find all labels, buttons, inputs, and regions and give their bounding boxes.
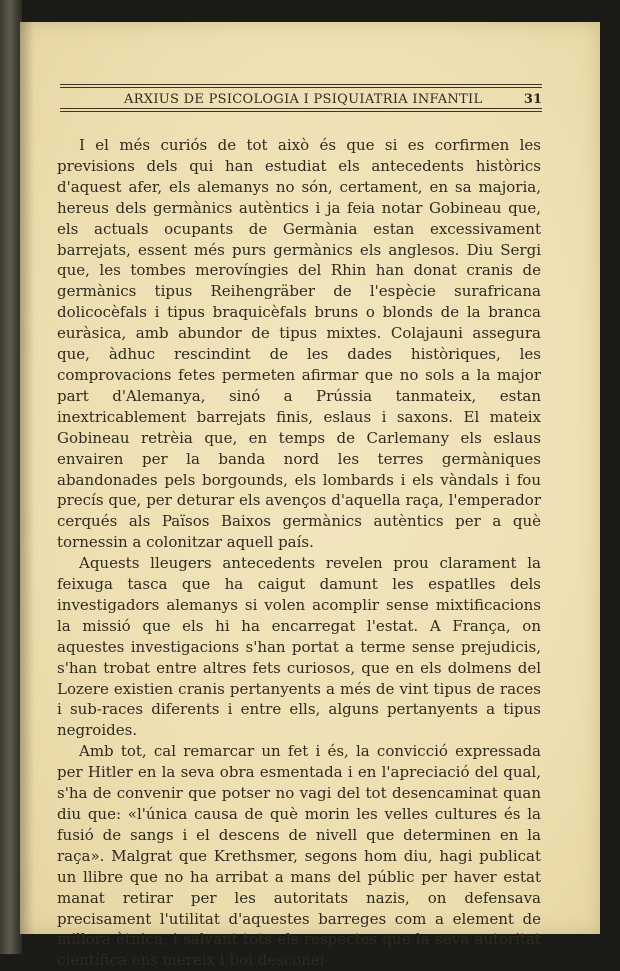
- body-text: [57, 135, 541, 971]
- paragraph-1: I el més curiós de tot això és que si es corfirmen les previsions dels qui han estudiat els antecedents històrics d'aquest afer, els alemanys no són, certament, en sa majoria, hereus dels germànics autèntics i ja feia notar Gobineau que, els actuals ocupants de Germània estan excessivament barrejats, essent més purs germànics els anglesos. Diu Sergi que, les tombes merovíngies del Rhin han donat cranis de germànics tipus Reihengräber de l'espècie surafricana dolicocèfals i tipus braquicèfals bruns o blonds de la branca euràsica, amb abundor de tipus mixtes. Colajauni assegura que, àdhuc rescindint de les dades històriques, les comprovacions fetes permeten afirmar que no sols a la major part d'Alemanya, sinó a Prússia tanmateix, estan inextricablement barrejats finis, eslaus i saxons. El mateix Gobineau retrèia que, en temps de Carlemany els eslaus envairen per la banda nord les terres germàniques abandonades pels borgounds, els lombards i els vàndals i fou precís que, per deturar els avenços d'aquella raça, l'emperador cerqués als Països Baixos germànics autèntics per a què tornessin a colonitzar aquell país.: [57, 136, 541, 552]
- running-header: [60, 84, 542, 130]
- header-rule-top-inner: [60, 87, 542, 88]
- page-gutter-shadow: [20, 22, 34, 934]
- header-rule-bottom-inner: [60, 108, 542, 109]
- paragraph-3: Amb tot, cal remarcar un fet i és, la convicció expressada per Hitler en la seva obra esmentada i en l'apreciació del qual, s'ha de convenir que potser no vagi del tot desencaminat quan diu que: «l'única causa de què morin les velles cultures és la fusió de sangs i el descens de nivell que determinen en la raça». Malgrat que Krethsmer, segons hom diu, hagi publicat un llibre que no ha arribat a mans del públic per haver estat manat retirar per les autoritats nazis, on defensava precisament l'utilitat d'aquestes barreges com a element de millora ètnica, i salvant tots els respectes que la seva autoritat científica ens mereix i boi desconei-: [57, 742, 541, 970]
- paragraph-2: Aquests lleugers antecedents revelen prou clarament la feixuga tasca que ha caigut damunt les espatlles dels investigadors alemanys si volen acomplir sense mixtificacions la missió que els hi ha encarregat l'estat. A França, on aquestes investigacions s'han portat a terme sense prejudicis, s'han trobat entre altres fets curiosos, que en els dolmens del Lozere existien cranis pertanyents a més de vint tipus de races i sub-races diferents i entre ells, alguns pertanyents a tipus negroides.: [57, 554, 541, 740]
- page-number: 31: [523, 92, 542, 107]
- running-title: ARXIUS DE PSICOLOGIA I PSIQUIATRIA INFANTIL: [124, 92, 483, 107]
- header-rule-top: [60, 84, 542, 85]
- book-binding: [0, 0, 22, 954]
- header-rule-bottom: [60, 111, 542, 112]
